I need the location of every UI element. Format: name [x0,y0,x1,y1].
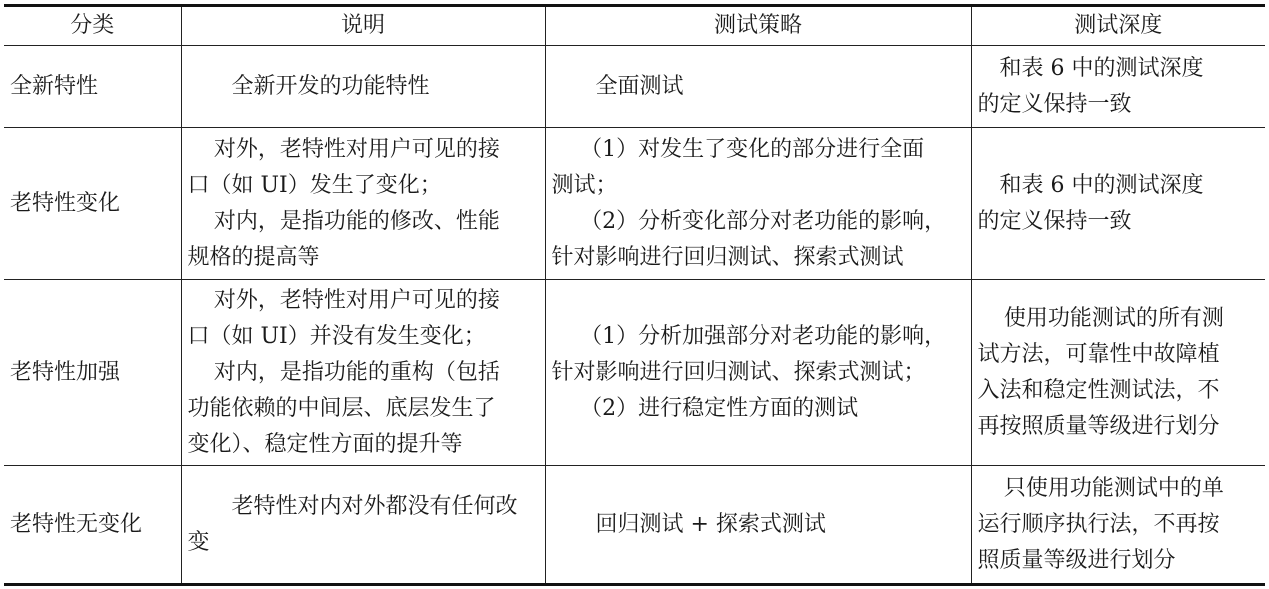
strategy-line: （2）进行稳定性方面的测试 [580,395,859,421]
header-depth: 测试深度 [971,6,1265,46]
depth-line: 和表 6 中的测试深度 [999,172,1204,198]
category-cell: 老特性加强 [4,280,181,466]
strategy-line: （1）分析加强部分对老功能的影响， [580,323,947,349]
description-line: 全新开发的功能特性 [231,73,430,99]
category-cell: 老特性变化 [4,128,181,280]
description-cell [181,46,545,128]
description-line: 口（如 UI）发生了变化； [187,172,442,198]
depth-line: 只使用功能测试中的单 [1003,475,1224,501]
strategy-line: 针对影响进行回归测试、探索式测试 [551,244,904,270]
description-line: 对外，老特性对用户可见的接 [213,136,500,162]
depth-cell [971,46,1265,128]
category-cell: 全新特性 [4,46,181,128]
strategy-line: 回归测试 + 探索式测试 [595,511,826,537]
strategy-cell [545,466,971,585]
depth-line: 入法和稳定性测试法，不 [977,377,1220,403]
depth-line: 的定义保持一致 [977,208,1132,234]
description-line: 对外，老特性对用户可见的接 [213,287,500,313]
strategy-line: 测试； [551,172,618,198]
depth-line: 照质量等级进行划分 [977,547,1176,573]
description-line: 功能依赖的中间层、底层发生了 [187,395,496,421]
description-cell [181,128,545,280]
strategy-line: （1）对发生了变化的部分进行全面 [580,136,925,162]
header-description: 说明 [181,6,545,46]
table-row [4,466,1265,585]
strategy-cell [545,280,971,466]
header-strategy: 测试策略 [545,6,971,46]
depth-line: 的定义保持一致 [977,91,1132,117]
description-line: 变化）、稳定性方面的提升等 [187,431,463,457]
category-cell: 老特性无变化 [4,466,181,585]
strategy-table [4,4,1265,586]
description-line: 规格的提高等 [187,244,320,270]
depth-cell [971,128,1265,280]
depth-line: 和表 6 中的测试深度 [999,55,1204,81]
table-header-row [4,6,1265,46]
description-cell [181,280,545,466]
table-row [4,280,1265,466]
header-category: 分类 [4,6,181,46]
strategy-cell [545,46,971,128]
table-row [4,46,1265,128]
depth-line: 试方法，可靠性中故障植 [977,341,1220,367]
depth-cell [971,280,1265,466]
depth-line: 运行顺序执行法，不再按 [977,511,1220,537]
description-cell [181,466,545,585]
description-line: 口（如 UI）并没有发生变化； [187,323,486,349]
strategy-line: 针对影响进行回归测试、探索式测试； [551,359,926,385]
description-line: 对内，是指功能的修改、性能 [213,208,500,234]
strategy-line: 全面测试 [595,73,684,99]
depth-line: 再按照质量等级进行划分 [977,413,1220,439]
description-line: 对内，是指功能的重构（包括 [213,359,500,385]
strategy-line: （2）分析变化部分对老功能的影响， [580,208,947,234]
strategy-cell [545,128,971,280]
depth-line: 使用功能测试的所有测 [1003,305,1224,331]
description-line: 老特性对内对外都没有任何改变 [187,493,518,555]
depth-cell [971,466,1265,585]
table-row [4,128,1265,280]
